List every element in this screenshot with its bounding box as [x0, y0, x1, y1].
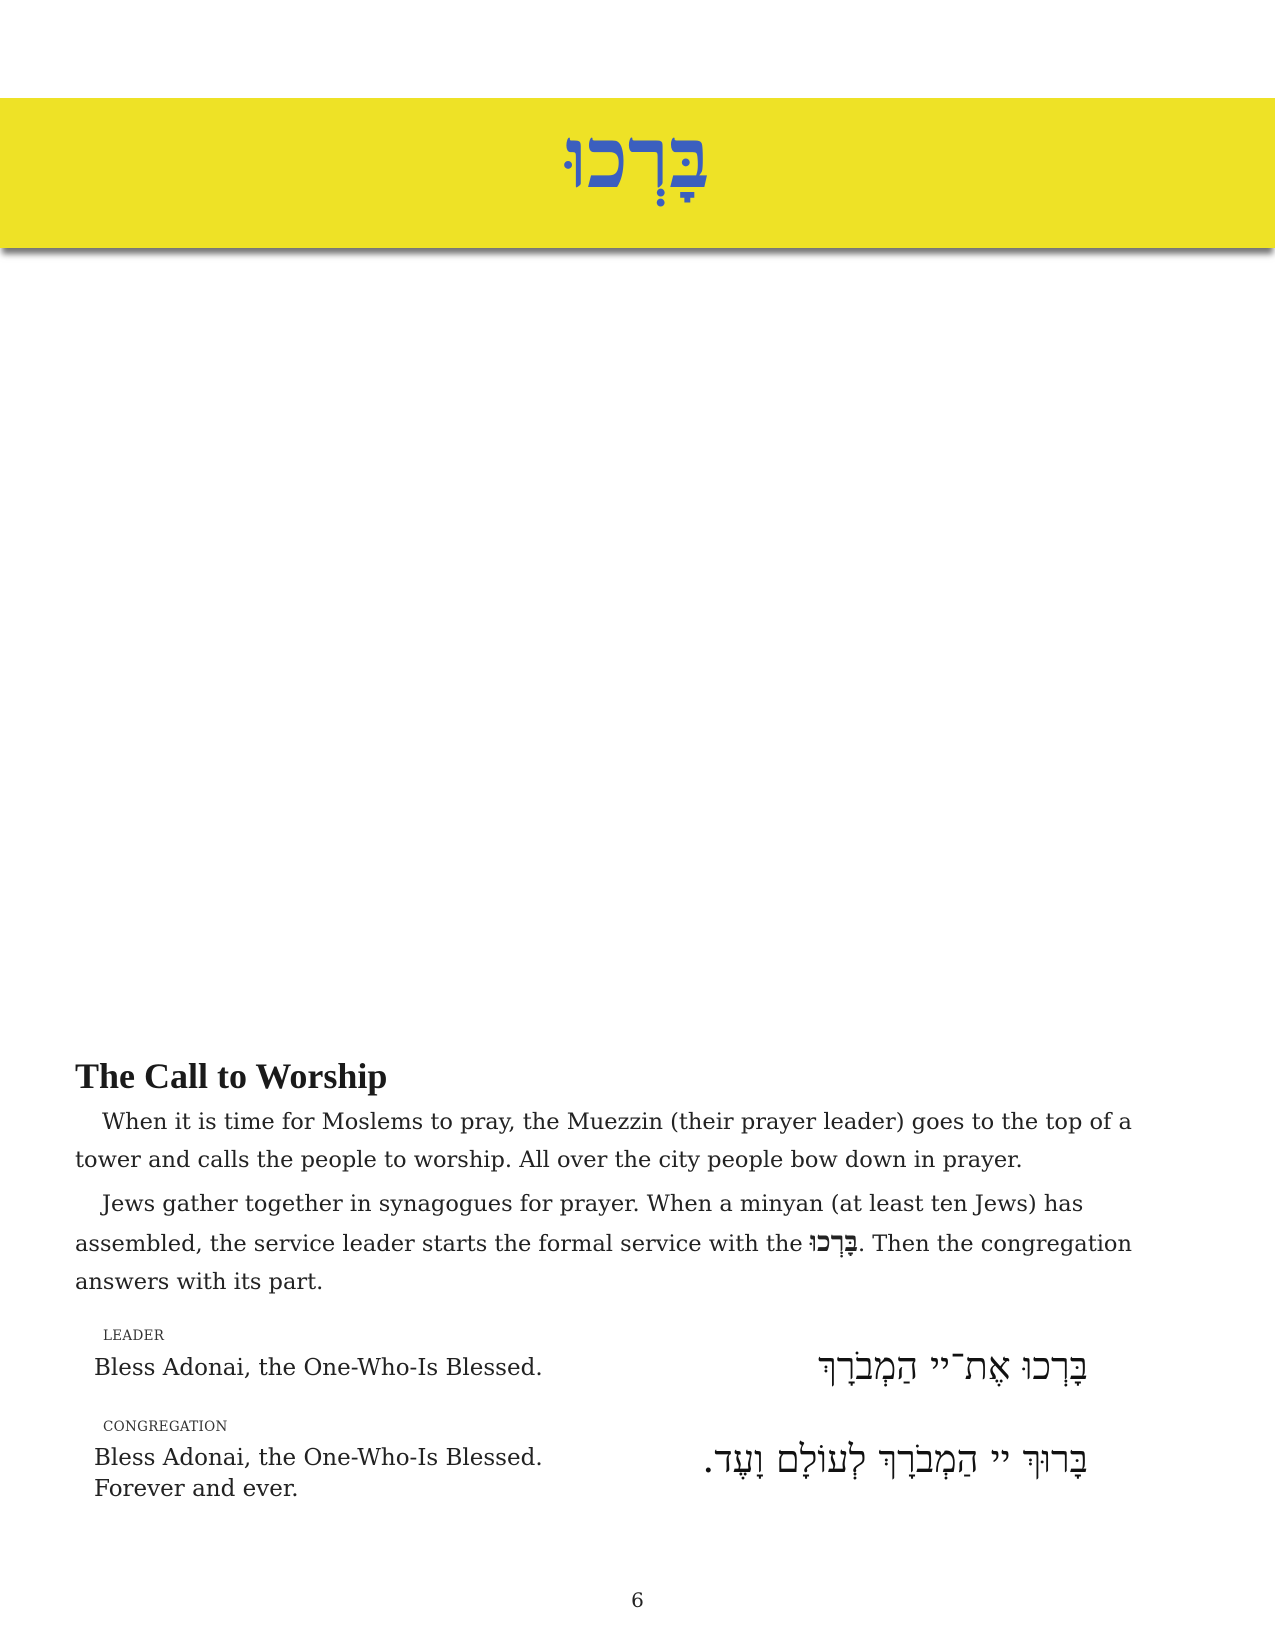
- paragraph-moslems: When it is time for Moslems to pray, the Muezzin (their prayer leader) goes to the top of a tower and calls the people to worship. All over the city people bow down in prayer.: [75, 1109, 1132, 1173]
- call-to-worship-section: [75, 1055, 1205, 1301]
- leader-label: LEADER: [103, 1328, 165, 1344]
- paragraph-jews-text-before: Jews gather together in synagogues for prayer. When a minyan (at least ten Jews) has assembled, the service leader starts the formal service with the: [75, 1191, 1084, 1257]
- leader-hebrew: בָּרְכוּ אֶת־יי הַמְבֹרָךְ: [818, 1344, 1088, 1388]
- congregation-hebrew: בָּרוּךְ יי הַמְבֹרָךְ לְעוֹלָם וָעֶד.: [702, 1437, 1088, 1481]
- paragraph-jews: [75, 1185, 1205, 1301]
- title-banner: [0, 98, 1275, 248]
- congregation-english-line2: Forever and ever.: [94, 1476, 299, 1502]
- congregation-english: [94, 1443, 594, 1505]
- inline-hebrew-barchu: בָּרְכוּ: [809, 1225, 858, 1258]
- congregation-english-line1: Bless Adonai, the One-Who-Is Blessed.: [94, 1445, 543, 1471]
- page-number: 6: [631, 1588, 644, 1612]
- section-title: The Call to Worship: [75, 1056, 388, 1096]
- paragraph-jews-text-after: . Then the congregation answers with its part.: [75, 1231, 1132, 1295]
- congregation-label: CONGREGATION: [103, 1419, 228, 1435]
- banner-title-hebrew: בָּרְכוּ: [565, 108, 710, 207]
- leader-english: Bless Adonai, the One-Who-Is Blessed.: [94, 1355, 543, 1381]
